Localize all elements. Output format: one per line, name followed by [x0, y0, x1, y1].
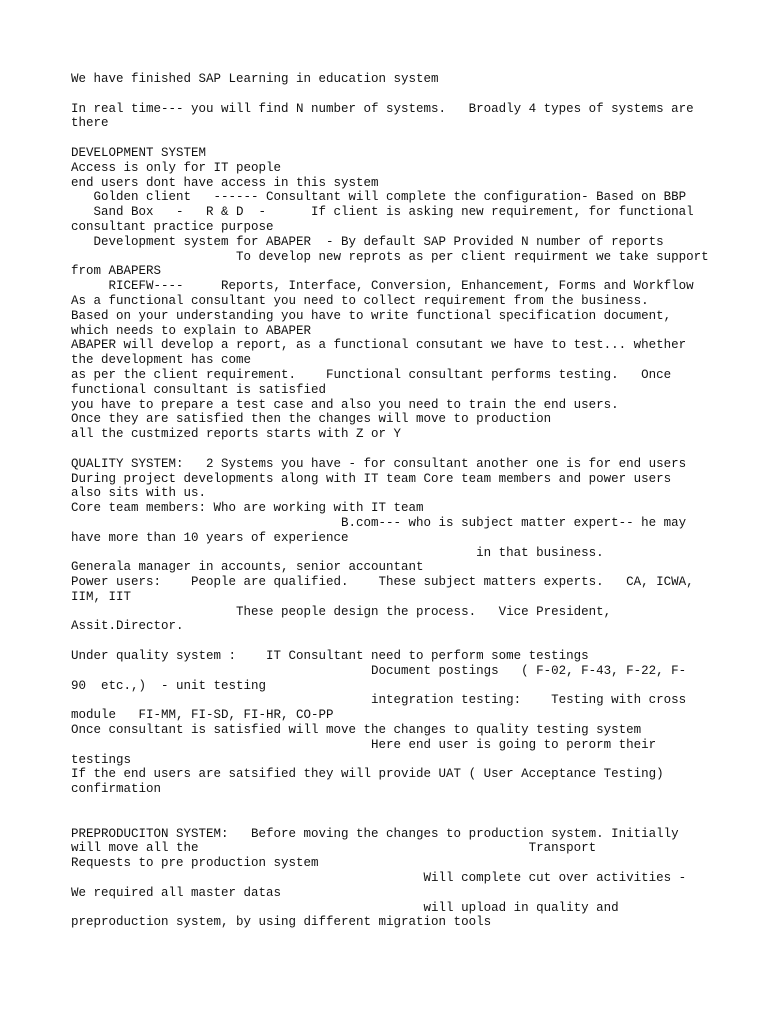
text-line: will move all the Transport [71, 841, 597, 856]
text-line: Golden client ------ Consultant will complete the configuration- Based on BBP [71, 190, 687, 205]
text-line: ABAPER will develop a report, as a functional consutant we have to test... whether [71, 338, 687, 353]
text-line: end users dont have access in this system [71, 175, 379, 190]
blank-line [71, 442, 701, 457]
text-line: also sits with us. [71, 486, 207, 501]
text-line: If the end users are satsified they will provide UAT ( User Acceptance Testing) [71, 767, 664, 782]
text-line: 90 etc.,) - unit testing [71, 678, 267, 693]
text-line: Once consultant is satisfied will move the changes to quality testing system [71, 723, 642, 738]
text-line: integration testing: Testing with cross [71, 693, 687, 708]
text-line: as per the client requirement. Functional consultant performs testing. Once [71, 367, 672, 382]
text-line: We required all master datas [71, 885, 282, 900]
blank-line [71, 634, 701, 649]
text-line: Sand Box - R & D - If client is asking new requirement, for functional [71, 205, 694, 220]
text-line: module FI-MM, FI-SD, FI-HR, CO-PP [71, 708, 334, 723]
text-line: functional consultant is satisfied [71, 382, 327, 397]
text-line: During project developments along with IT team Core team members and power users [71, 471, 672, 486]
text-line: you have to prepare a test case and also you need to train the end users. [71, 397, 619, 412]
text-line: Once they are satisfied then the changes will move to production [71, 412, 552, 427]
text-line: Development system for ABAPER - By default SAP Provided N number of reports [71, 234, 664, 249]
text-line: will upload in quality and [71, 900, 619, 915]
text-line: Power users: People are qualified. These subject matters experts. CA, ICWA, [71, 575, 694, 590]
text-line: Generala manager in accounts, senior accountant [71, 560, 424, 575]
text-line: To develop new reprots as per client requirment we take support [71, 249, 709, 264]
text-line: Based on your understanding you have to write functional specification document, [71, 308, 672, 323]
text-line: which needs to explain to ABAPER [71, 323, 312, 338]
text-line: B.com--- who is subject matter expert-- he may [71, 515, 687, 530]
blank-line [71, 87, 701, 102]
text-line: IIM, IIT [71, 589, 132, 604]
text-line: Will complete cut over activities - [71, 871, 687, 886]
text-line: testings [71, 752, 132, 767]
text-line: RICEFW---- Reports, Interface, Conversion, Enhancement, Forms and Workflow [71, 279, 694, 294]
document-page [71, 72, 709, 930]
text-line: As a functional consultant you need to collect requirement from the business. [71, 293, 649, 308]
text-line: Assit.Director. [71, 619, 184, 634]
text-line: the development has come [71, 353, 252, 368]
text-line: Under quality system : IT Consultant need to perform some testings [71, 649, 589, 664]
text-line: all the custmized reports starts with Z or Y [71, 427, 402, 442]
text-line: consultant practice purpose [71, 219, 274, 234]
text-line: Here end user is going to perorm their [71, 737, 657, 752]
text-line: confirmation [71, 782, 162, 797]
blank-line [71, 812, 701, 827]
text-line: DEVELOPMENT SYSTEM [71, 145, 207, 160]
text-line: have more than 10 years of experience [71, 530, 349, 545]
text-line: there [71, 116, 109, 131]
blank-line [71, 797, 701, 812]
text-line: These people design the process. Vice President, [71, 604, 612, 619]
text-line: Core team members: Who are working with IT team [71, 501, 424, 516]
text-line: In real time--- you will find N number of systems. Broadly 4 types of systems are [71, 101, 694, 116]
blank-line [71, 131, 701, 146]
text-line: QUALITY SYSTEM: 2 Systems you have - for consultant another one is for end users [71, 456, 687, 471]
text-line: Access is only for IT people [71, 160, 282, 175]
text-line: Requests to pre production system [71, 856, 319, 871]
text-line: preproduction system, by using different migration tools [71, 915, 492, 930]
text-line: in that business. [71, 545, 604, 560]
text-line: Document postings ( F-02, F-43, F-22, F- [71, 663, 687, 678]
text-line: PREPRODUCITON SYSTEM: Before moving the changes to production system. Initially [71, 826, 679, 841]
text-line: from ABAPERS [71, 264, 162, 279]
text-line: We have finished SAP Learning in education system [71, 72, 439, 86]
